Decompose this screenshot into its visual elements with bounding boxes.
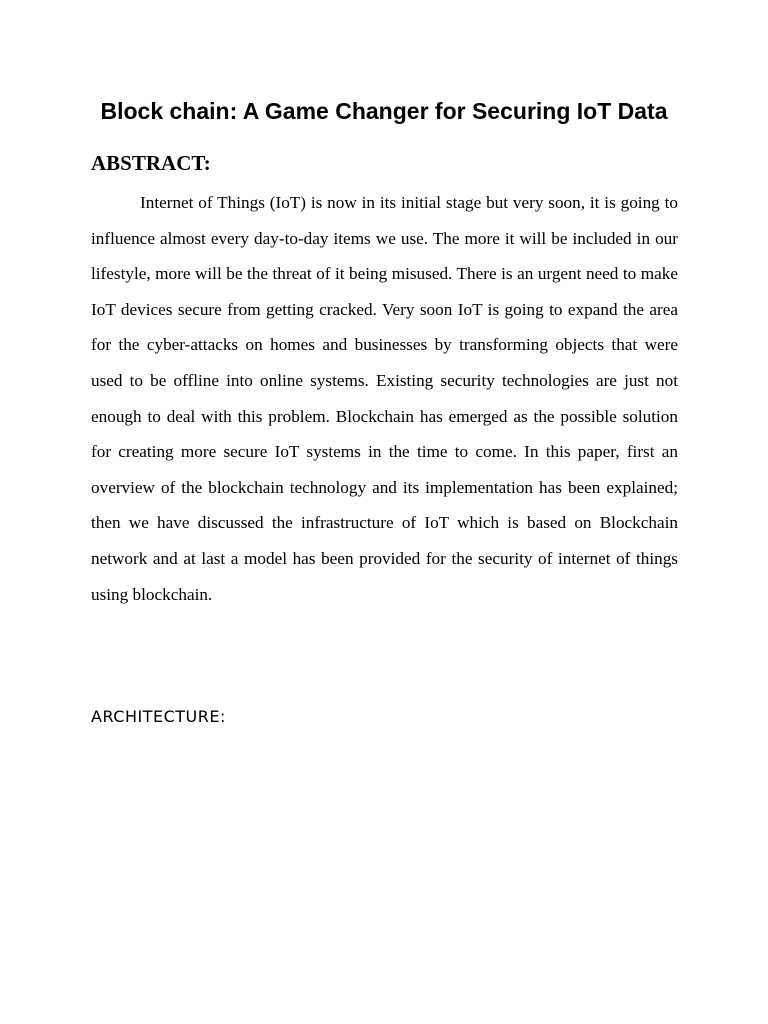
document-title: Block chain: A Game Changer for Securing IoT Data <box>100 98 668 124</box>
abstract-heading: ABSTRACT: <box>91 151 211 175</box>
abstract-paragraph: Internet of Things (IoT) is now in its initial stage but very soon, it is going to influence almost every day-to-day items we use. The more it will be included in our lifestyle, more will be the threat of it being misused. There is an urgent need to make IoT devices secure from getting cracked. Very soon IoT is going to expand the area for the cyber-attacks on homes and businesses by transforming objects that were used to be offline into online systems. Existing security technologies are just not enough to deal with this problem. Blockchain has emerged as the possible solution for creating more secure IoT systems in the time to come. In this paper, first an overview of the blockchain technology and its implementation has been explained; then we have discussed the infrastructure of IoT which is based on Blockchain network and at last a model has been provided for the security of internet of things using blockchain. <box>91 193 678 604</box>
architecture-heading: ARCHITECTURE: <box>91 707 226 726</box>
